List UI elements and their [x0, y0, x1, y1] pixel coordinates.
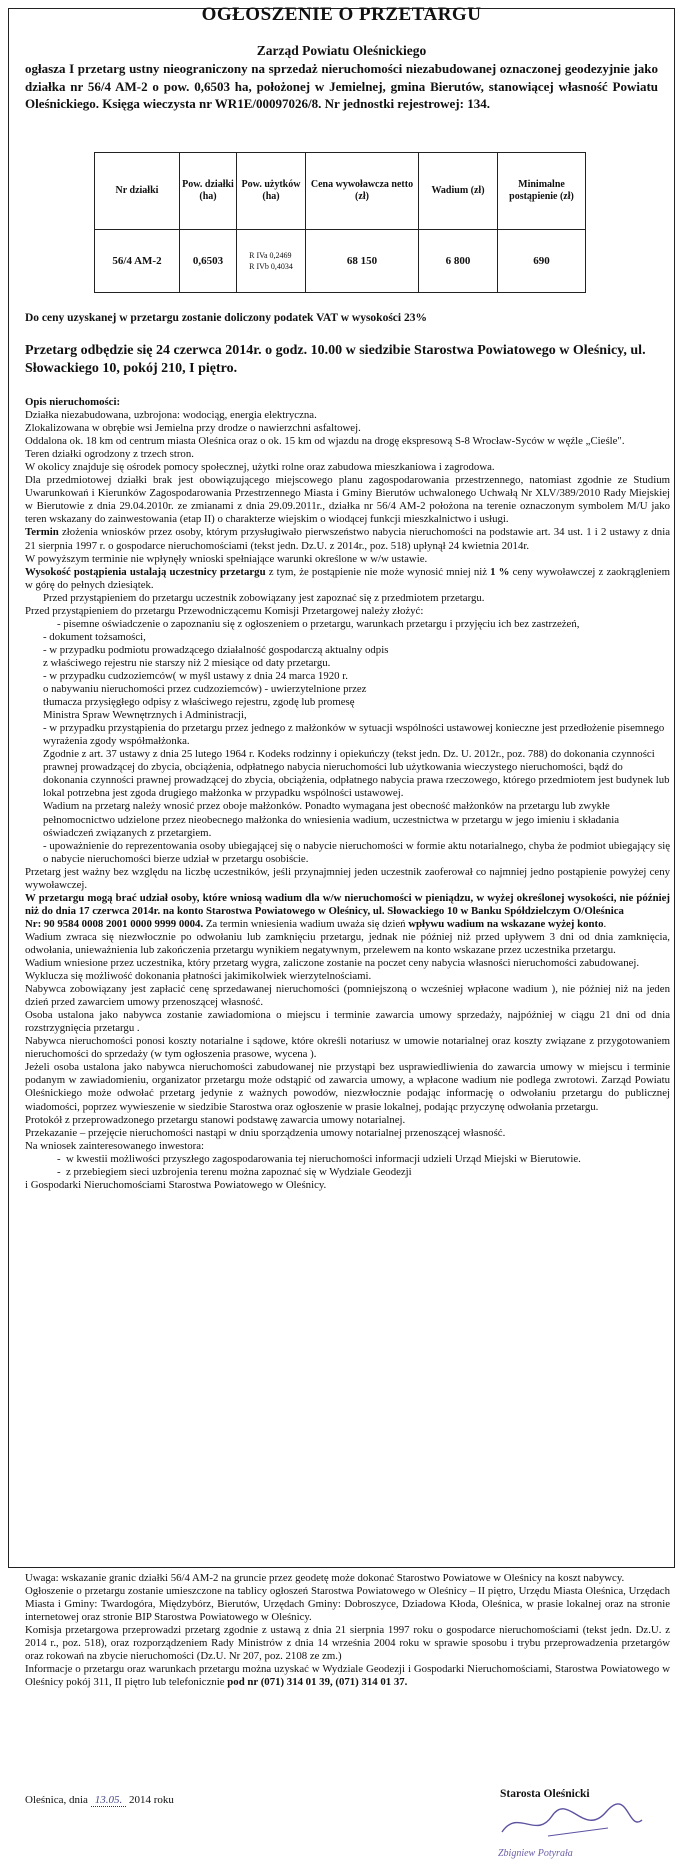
list-item: - w przypadku przystąpienia do przetargu przez jednego z małżonków w sytuacji wspólności ustawowej konieczne jest przedłożenie pisemnego wyrażenia zgody współmałżonka. — [43, 722, 665, 748]
col-deposit: Wadium (zł) — [419, 153, 498, 230]
paragraph: Przekazanie – przejęcie nieruchomości nastąpi w dniu sporządzenia umowy notarialnej przenoszącej własność. — [25, 1126, 506, 1139]
list-item: i Gospodarki Nieruchomościami Starostwa Powiatowego w Oleśnicy. — [25, 1178, 327, 1191]
cell-area: 0,6503 — [180, 230, 237, 293]
list-item: - w kwestii możliwości przyszłego zagospodarowania tej nieruchomości informacji udzieli Urząd Miejski w Bierutowie. — [57, 1152, 581, 1165]
paragraph: Protokół z przeprowadzonego przetargu stanowi podstawę zawarcia umowy notarialnej. — [25, 1113, 406, 1126]
bank-account-number: Nr: 90 9584 0008 2001 0000 9999 0004. — [25, 917, 204, 930]
cell-price: 68 150 — [306, 230, 419, 293]
use-area-values — [249, 250, 293, 272]
col-min-increment: Minimalne postąpienie (zł) — [498, 153, 586, 230]
description-heading: Opis nieruchomości: — [25, 396, 121, 408]
paragraph: Osoba ustalona jako nabywca zostanie zawiadomiona o miejscu i terminie zawarcia umowy sprzedaży, najpóźniej w ciągu 21 dni od dnia rozstrzygnięcia przetargu . — [25, 1009, 670, 1035]
notes-section — [25, 1572, 670, 1689]
cell-parcel-no: 56/4 AM-2 — [95, 230, 180, 293]
note: Komisja przetargowa przeprowadzi przetarg zgodnie z ustawą z dnia 21 sierpnia 1997 roku o gospodarce nieruchomościami (tekst jedn. Dz.U. z 2014 r., poz. 518), oraz rozporządzeniem Rady Ministrów z dnia 14 września 2004 roku w sprawie sposobu i trybu przeprowadzenia przetargów oraz rokowań na zbycie nieruchomości (Dz.U. Nr 207, poz. 2108 ze zm.) — [25, 1624, 670, 1663]
paragraph: Zgodnie z art. 37 ustawy z dnia 25 lutego 1964 r. Kodeks rodzinny i opiekuńczy (tekst jedn. Dz. U. 2012r., poz. 788) do dokonania czynności prawnej prowadzącej do zbycia, obciążenia, odpłatnego nabycia nieruchomości lub użytkowania wieczystego nieruchomości, bądź do dokonania czynności prawnej prowadzącej do zbycia, obciążenia, odpłatnego nabycia prawa rzeczowego, którego przedmiotem jest budynek lub lokal potrzebna jest zgoda drugiego małżonka w przypadku wspólności ustawowej. — [43, 748, 670, 800]
note: Uwaga: wskazanie granic działki 56/4 AM-2 na gruncie przez geodetę może dokonać Starostwo Powiatowe w Oleśnicy na koszt nabywcy. — [25, 1572, 625, 1584]
paragraph — [25, 526, 670, 552]
table-header-row — [95, 153, 586, 230]
deposit-date-end: . — [603, 917, 607, 930]
use-area-1: R IVa 0,2469 — [249, 251, 292, 260]
paragraph: Wadium wniesione przez uczestnika, który przetarg wygra, zaliczone zostanie na poczet ceny nabycia własności nieruchomości zabudowanej. — [25, 957, 640, 970]
term-text: złożenia wniosków przez osoby, którym przysługiwało pierwszeństwo nabycia nieruchomości na podstawie art. 34 ust. 1 i 2 ustawy z dnia 21 sierpnia 1997 r. o gospodarce nieruchomościami (tekst jedn. Dz.U. z 2014r., poz. 518) upłynął 24 kwietnia 2014r. — [25, 526, 670, 552]
col-use-area: Pow. użytków (ha) — [237, 153, 306, 230]
parcel-table — [94, 152, 586, 293]
paragraph: Działka niezabudowana, uzbrojona: wodociąg, energia elektryczna. — [25, 409, 317, 422]
paragraph: Nabywca zobowiązany jest zapłacić cenę sprzedawanej nieruchomości (pomniejszoną o wcześniej wpłacone wadium ), nie później niż na jeden dzień przed zawarciem umowy przenoszącej własność. — [25, 983, 670, 1009]
col-parcel-no: Nr działki — [95, 153, 180, 230]
increment-text-2: ceny wywoławczej z zaokrągleniem w górę do pełnych dziesiątek. — [25, 565, 670, 591]
list-item: - w przypadku podmiotu prowadzącego działalność gospodarczą aktualny odpis — [43, 643, 389, 656]
bullet-text: z przebiegiem sieci uzbrojenia terenu można zapoznać się w Wydziale Geodezji — [66, 1165, 412, 1178]
list-item: - dokument tożsamości, — [43, 630, 146, 643]
deposit-date-text: Za termin wniesienia wadium uważa się dzień — [203, 917, 409, 930]
paragraph: Przed przystąpieniem do przetargu Przewodniczącemu Komisji Przetargowej należy złożyć: — [25, 604, 424, 617]
signature-name: Zbigniew Potyrała — [498, 1848, 573, 1859]
date-year: 2014 roku — [128, 1794, 174, 1806]
paragraph: Oddalona ok. 18 km od centrum miasta Oleśnica oraz o ok. 15 km od wjazdu na drogę ekspresową S-8 Wrocław-Syców w węźle „Cieśle". — [25, 435, 625, 448]
announcement-body — [25, 396, 670, 1192]
paragraph: Przed przystąpieniem do przetargu uczestnik zobowiązany jest zapoznać się z przedmiotem przetargu. — [43, 591, 485, 604]
list-item: z właściwego rejestru nie starszy niż 2 miesiące od daty przetargu. — [43, 656, 331, 669]
vat-note: Do ceny uzyskanej w przetargu zostanie doliczony podatek VAT w wysokości 23% — [25, 312, 427, 324]
deposit-date-rule: wpływu wadium na wskazane wyżej konto — [408, 917, 604, 930]
note — [25, 1663, 670, 1689]
paragraph: Zlokalizowana w obrębie wsi Jemielna przy drodze o nawierzchni asfaltowej. — [25, 422, 361, 435]
use-area-2: R IVb 0,4034 — [249, 262, 293, 271]
col-price: Cena wywoławcza netto (zł) — [306, 153, 419, 230]
increment-text: z tym, że postąpienie nie może wynosić mniej niż — [265, 565, 491, 578]
paragraph: - upoważnienie do reprezentowania osoby ubiegającej się o nabycie nieruchomości w formie aktu notarialnego, chyba że podmiot ubiegający się o nabycie nieruchomości bierze udział w przetargu osobiście. — [43, 839, 670, 865]
phone-numbers: pod nr (071) 314 01 39, (071) 314 01 37. — [227, 1676, 408, 1689]
place-date — [25, 1794, 174, 1806]
paragraph: W powyższym terminie nie wpłynęły wnioski spełniające warunki określone w w/w ustawie. — [25, 552, 428, 565]
cell-use-area — [237, 230, 306, 293]
deposit-conditions: W przetargu mogą brać udział osoby, które wniosą wadium dla w/w nieruchomości w pieniądzu, w wyżej określonej wysokości, nie później niż do dnia 17 czerwca 2014r. na konto Starostwa Powiatowego w Oleśnicy, ul. Słowackiego 10 w Banku Spółdzielczym O/Oleśnica — [25, 891, 670, 917]
note-text: Informacje o przetargu oraz warunkach przetargu można uzyskać w Wydziale Geodezji i Gospodarki Nieruchomościami, Starostwa Powiatowego w Oleśnicy pokój 311, II piętro lub telefonicznie — [25, 1663, 670, 1689]
paragraph: Nabywca nieruchomości ponosi koszty notarialne i sądowe, które określi notariusz w umowie notarialnej oraz koszty związane z przygotowaniem nieruchomości do sprzedaży (w tym ogłoszenia prasowe, wycena ). — [25, 1035, 670, 1061]
table-row — [95, 230, 586, 293]
paragraph — [25, 918, 670, 931]
paragraph: W okolicy znajduje się ośrodek pomocy społecznej, użytki rolne oraz zabudowa mieszkaniowa i zagrodowa. — [25, 461, 495, 474]
paragraph: Przetarg jest ważny bez względu na liczbę uczestników, jeśli przynajmniej jeden uczestnik zaoferował co najmniej jedno postąpienie powyżej ceny wywoławczej. — [25, 865, 670, 891]
paragraph: Teren działki ogrodzony z trzech stron. — [25, 448, 194, 461]
term-label: Termin — [25, 526, 59, 539]
signatory-title: Starosta Oleśnicki — [500, 1788, 590, 1800]
paragraph: Wyklucza się możliwość dokonania płatności jakimikolwiek wierzytelnościami. — [25, 970, 372, 983]
paragraph: Na wniosek zainteresowanego inwestora: — [25, 1139, 204, 1152]
place-date-prefix: Oleśnica, dnia — [25, 1794, 88, 1806]
list-item: - pisemne oświadczenie o zapoznaniu się z ogłoszeniem o przetargu, warunkach przetargu i przyjęciu ich bez zastrzeżeń, — [57, 617, 580, 630]
paragraph: Wadium na przetarg należy wnosić przez oboje małżonków. Ponadto wymagana jest obecność małżonków na przetargu lub zwykłe pełnomocnictwo udzielone przez nieobecnego małżonka do wniesienia wadium, uczestnictwa w przetargu w jego imieniu i składania oświadczeń związanych z przetargiem. — [43, 800, 620, 839]
signature-scribble — [488, 1802, 648, 1842]
paragraph: Jeżeli osoba ustalona jako nabywca nieruchomości zabudowanej nie przystąpi bez usprawiedliwienia do zawarcia umowy w miejscu i terminie podanym w zawiadomieniu, organizator przetargu może odstąpić od zawarcia umowy, a wpłacone wadium nie podlega zwrotowi. Zarząd Powiatu Oleśnickiego może odwołać przetarg jedynie z ważnych powodów, niezwłocznie podając informację o odwołaniu przetargu do publicznej wiadomości, poprzez wywieszenie w siedzibie Starostwa oraz ogłoszenie w prasie lokalnej, podając przyczynę odwołania przetargu. — [25, 1061, 670, 1113]
increment-label: Wysokość postąpienia ustalają uczestnicy przetargu — [25, 565, 266, 578]
handwritten-date: 13.05. — [91, 1794, 127, 1807]
cell-min-increment: 690 — [498, 230, 586, 293]
col-area: Pow. działki (ha) — [180, 153, 237, 230]
list-item: tłumacza przysięgłego odpisy z właściwego rejestru, zgodę lub promesę — [43, 696, 355, 709]
document-title: OGŁOSZENIE O PRZETARGU — [201, 4, 482, 25]
intro-paragraph: ogłasza I przetarg ustny nieograniczony na sprzedaż nieruchomości niezabudowanej oznaczonej geodezyjnie jako działka nr 56/4 AM-2 o pow. 0,6503 ha, położonej w Jemielnej, gmina Bierutów, stanowiącej własność Powiatu Oleśnickiego. Księga wieczysta nr WR1E/00097026/8. Nr jednostki rejestrowej: 134. — [25, 61, 658, 111]
list-item: - w przypadku cudzoziemców( w myśl ustawy z dnia 24 marca 1920 r. — [43, 669, 348, 682]
increment-percent: 1 % — [490, 565, 510, 578]
paragraph — [25, 566, 670, 592]
cell-deposit: 6 800 — [419, 230, 498, 293]
auction-date-place: Przetarg odbędzie się 24 czerwca 2014r. o godz. 10.00 w siedzibie Starostwa Powiatowego w Oleśnicy, ul. Słowackiego 10, pokój 210, I piętro. — [25, 343, 646, 376]
bullet-text: w kwestii możliwości przyszłego zagospodarowania tej nieruchomości informacji udzieli Urząd Miejski w Bierutowie. — [66, 1152, 581, 1165]
note: Ogłoszenie o przetargu zostanie umieszczone na tablicy ogłoszeń Starostwa Powiatowego w Oleśnicy – II piętro, Urzędu Miasta Oleśnica, Urzędach Miasta i Gminy: Twardogóra, Międzybórz, Bierutów, Urzędach Gminy: Dobroszyce, Dziadowa Kłoda, Oleśnica, w prasie lokalnej oraz na stronie internetowej oraz stronie BIP Starostwa Powiatowego w Oleśnicy. — [25, 1585, 670, 1624]
issuer-name: Zarząd Powiatu Oleśnickiego — [256, 43, 427, 58]
paragraph: Wadium zwraca się niezwłocznie po odwołaniu lub zamknięciu przetargu, jednak nie później niż przed upływem 3 dni od dnia zamknięcia, odwołania, unieważnienia lub zakończenia przetargu wynikiem negatywnym, przelewem na konto wskazane przez uczestnika przetargu. — [25, 930, 670, 956]
list-item: - z przebiegiem sieci uzbrojenia terenu można zapoznać się w Wydziale Geodezji — [57, 1165, 412, 1178]
list-item: Ministra Spraw Wewnętrznych i Administracji, — [43, 709, 247, 722]
list-item: o nabywaniu nieruchomości przez cudzoziemców) - uwierzytelnione przez — [43, 683, 367, 696]
paragraph: Dla przedmiotowej działki brak jest obowiązującego miejscowego planu zagospodarowania przestrzennego, natomiast zgodnie ze Studium Uwarunkowań i Kierunków Zagospodarowania Przestrzennego Miasta i Gminy Bierutów uchwalonego Uchwałą Nr XLV/389/2010 Rady Miejskiej w Bierutowie z dnia 29.04.2010r. ze zmianami z dnia 29.09.2011r., działka nr 56/4 AM-2 położona na terenie oznaczonym symbolem M/U jako teren wskazany do zainwestowania (etap II) o charakterze wiejskim o wiodącej funkcji mieszkalnictwo i usługi. — [25, 474, 670, 526]
signature-block — [488, 1788, 668, 1866]
